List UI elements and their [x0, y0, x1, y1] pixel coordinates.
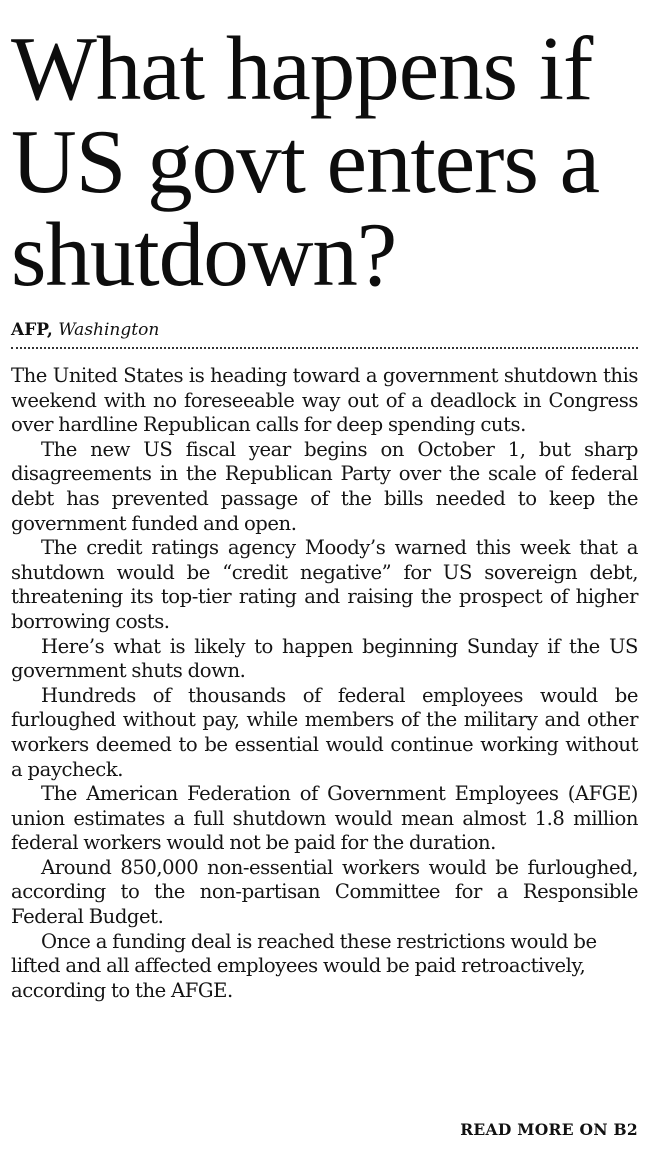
byline-agency: AFP,	[11, 320, 53, 340]
read-more-link[interactable]: READ MORE ON B2	[460, 1120, 638, 1139]
byline	[11, 319, 638, 341]
article-body	[11, 364, 638, 1003]
paragraph: Around 850,000 non-essential workers would be furloughed, according to the non-partisan Committee for a Responsible Federal Budget.	[11, 855, 638, 929]
headline-line: shutdown?	[11, 204, 397, 305]
headline-line: What happens if	[11, 18, 593, 119]
paragraph: The United States is heading toward a government shutdown this weekend with no foreseeable way out of a deadlock in Congress over hardline Republican calls for deep spending cuts.	[11, 364, 638, 437]
headline	[11, 0, 638, 305]
paragraph: The American Federation of Government Employees (AFGE) union estimates a full shutdown would mean almost 1.8 million federal workers would not be paid for the duration.	[11, 782, 638, 855]
dotted-divider	[11, 347, 638, 349]
paragraph: Here’s what is likely to happen beginning Sunday if the US government shuts down.	[11, 634, 638, 683]
byline-location: Washington	[58, 320, 160, 340]
paragraph: Hundreds of thousands of federal employees would be furloughed without pay, while members of the military and other workers deemed to be essential would continue working without a paycheck.	[11, 683, 638, 781]
paragraph: The credit ratings agency Moody’s warned this week that a shutdown would be “credit negative” for US sovereign debt, threatening its top-tier rating and raising the prospect of higher borrowing costs.	[11, 536, 638, 633]
paragraph: The new US fiscal year begins on October 1, but sharp disagreements in the Republican Party over the scale of federal debt has prevented passage of the bills needed to keep the government funded and open.	[11, 437, 638, 535]
headline-line: US govt enters a	[11, 111, 600, 212]
paragraph: Once a funding deal is reached these restrictions would be lifted and all affected employees would be paid retroactively, according to the AFGE.	[11, 929, 597, 1002]
news-article	[11, 0, 638, 1160]
